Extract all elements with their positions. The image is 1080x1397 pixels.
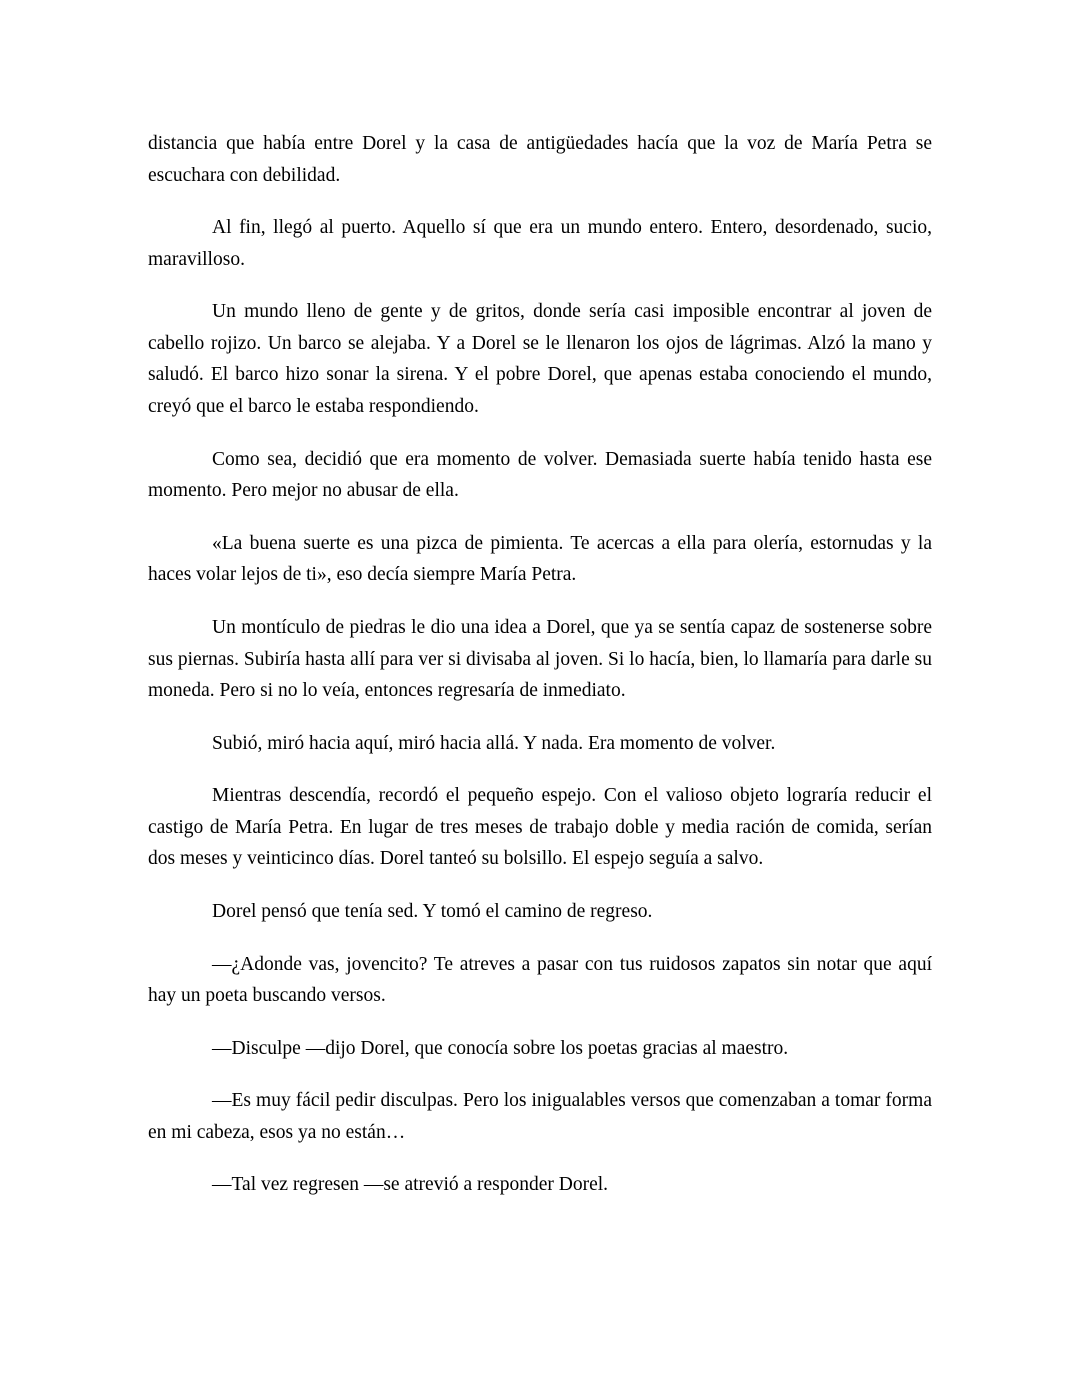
document-body	[148, 128, 932, 1201]
paragraph: Un montículo de piedras le dio una idea a Dorel, que ya se sentía capaz de sostenerse sobre sus piernas. Subiría hasta allí para ver si divisaba al joven. Si lo hacía, bien, lo llamaría para darle su moneda. Pero si no lo veía, entonces regresaría de inmediato.	[148, 616, 932, 702]
paragraph: distancia que había entre Dorel y la casa de antigüedades hacía que la voz de María Petra se escuchara con debilidad.	[148, 133, 932, 186]
paragraph: —¿Adonde vas, jovencito? Te atreves a pasar con tus ruidosos zapatos sin notar que aquí hay un poeta buscando versos.	[148, 953, 932, 1007]
paragraph: —Disculpe —dijo Dorel, que conocía sobre los poetas gracias al maestro.	[212, 1037, 789, 1059]
paragraph: Al fin, llegó al puerto. Aquello sí que era un mundo entero. Entero, desordenado, sucio, maravilloso.	[148, 217, 932, 270]
paragraph: —Es muy fácil pedir disculpas. Pero los inigualables versos que comenzaban a tomar forma en mi cabeza, esos ya no están…	[148, 1090, 932, 1143]
paragraph: «La buena suerte es una pizca de pimienta. Te acercas a ella para olería, estornudas y la haces volar lejos de ti», eso decía siempre María Petra.	[148, 532, 932, 586]
paragraph: Dorel pensó que tenía sed. Y tomó el camino de regreso.	[212, 900, 653, 922]
paragraph: Como sea, decidió que era momento de volver. Demasiada suerte había tenido hasta ese momento. Pero mejor no abusar de ella.	[148, 448, 932, 502]
paragraph: Un mundo lleno de gente y de gritos, donde sería casi imposible encontrar al joven de cabello rojizo. Un barco se alejaba. Y a Dorel se le llenaron los ojos de lágrimas. Alzó la mano y saludó. El barco hizo sonar la sirena. Y el pobre Dorel, que apenas estaba conociendo el mundo, creyó que el barco le estaba respondiendo.	[148, 301, 932, 418]
paragraph: —Tal vez regresen —se atrevió a responder Dorel.	[212, 1174, 609, 1196]
paragraph: Mientras descendía, recordó el pequeño espejo. Con el valioso objeto lograría reducir el castigo de María Petra. En lugar de tres meses de trabajo doble y media ración de comida, serían dos meses y veinticinco días. Dorel tanteó su bolsillo. El espejo seguía a salvo.	[148, 785, 932, 870]
paragraph: Subió, miró hacia aquí, miró hacia allá. Y nada. Era momento de volver.	[212, 732, 776, 754]
